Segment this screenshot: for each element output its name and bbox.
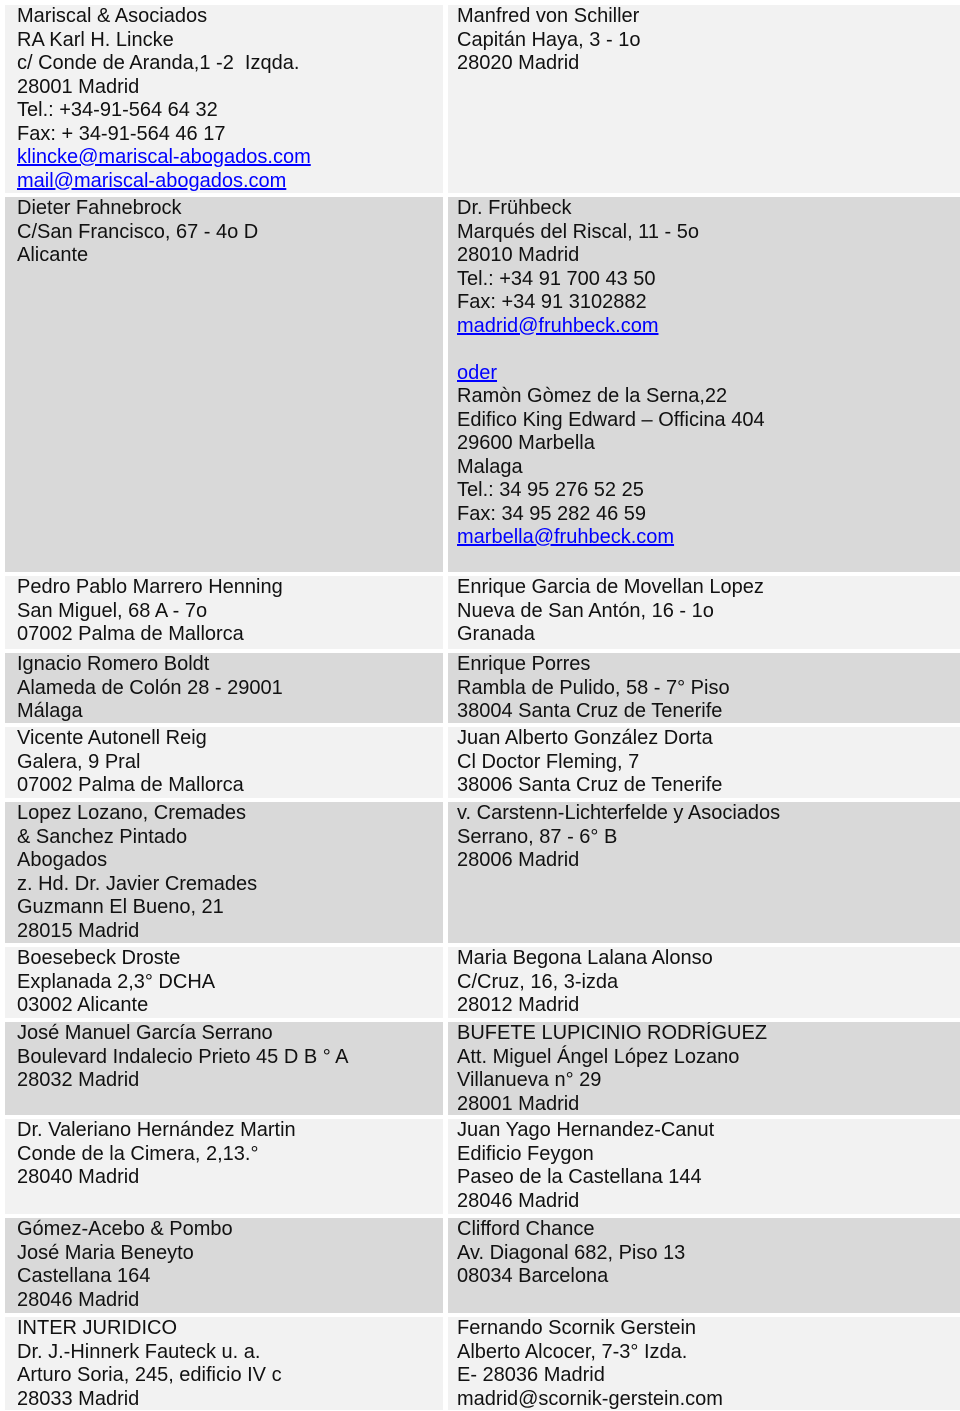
- street-line: Cl Doctor Fleming, 7: [457, 750, 640, 773]
- phone-line: Tel.: 34 95 276 52 25: [457, 479, 644, 501]
- city-line: 28001 Madrid: [457, 1092, 580, 1115]
- entry-fernando-scornik-gerstein: [448, 1317, 960, 1410]
- entry-name: Dieter Fahnebrock: [17, 197, 182, 219]
- fax-line: Fax: 34 95 282 46 59: [457, 502, 647, 525]
- entry-name: Dr. Valeriano Hernández Martin: [17, 1119, 296, 1141]
- city-line: Alicante: [17, 244, 89, 266]
- contact-person: z. Hd. Dr. Javier Cremades: [17, 872, 258, 895]
- email-link[interactable]: madrid@fruhbeck.com: [457, 314, 659, 337]
- entry-name: INTER JURIDICO: [17, 1317, 177, 1339]
- entry-juan-alberto-gonzalez-dorta: [448, 727, 960, 798]
- city-line: Málaga: [17, 700, 83, 722]
- street-line: c/ Conde de Aranda,1 -2 Izqda.: [17, 52, 300, 74]
- email-link[interactable]: marbella@fruhbeck.com: [457, 526, 675, 548]
- contact-person: Dr. J.-Hinnerk Fauteck u. a.: [17, 1340, 261, 1363]
- entry-name: Maria Begona Lalana Alonso: [457, 947, 713, 969]
- city-line: Granada: [457, 623, 535, 645]
- entry-maria-begona-lalana-alonso: [448, 947, 960, 1018]
- entry-name: Enrique Porres: [457, 653, 591, 675]
- city-line: 07002 Palma de Mallorca: [17, 623, 244, 645]
- phone-line: Tel.: +34 91 700 43 50: [457, 267, 656, 290]
- entry-dieter-fahnebrock: [5, 197, 443, 572]
- city-line: 28020 Madrid: [457, 52, 580, 74]
- entry-name: Boesebeck Droste: [17, 947, 181, 969]
- entry-name: Juan Alberto González Dorta: [457, 727, 713, 749]
- street-line: Castellana 164: [17, 1265, 151, 1287]
- street-line: C/San Francisco, 67 - 4o D: [17, 220, 259, 243]
- province-line: Malaga: [457, 455, 523, 478]
- entry-carstenn-lichterfelde: [448, 802, 960, 943]
- entry-clifford-chance: [448, 1218, 960, 1313]
- city-line: 28012 Madrid: [457, 994, 580, 1016]
- entry-name: Ignacio Romero Boldt: [17, 653, 210, 675]
- contact-person: José Maria Beneyto: [17, 1241, 194, 1264]
- fax-line: Fax: +34 91 3102882: [457, 291, 647, 313]
- city-line: E- 28036 Madrid: [457, 1364, 605, 1386]
- city-line: 28040 Madrid: [17, 1166, 140, 1188]
- entry-jose-manuel-garcia-serrano: [5, 1022, 443, 1115]
- entry-vicente-autonell-reig: [5, 727, 443, 798]
- entry-name: BUFETE LUPICINIO RODRÍGUEZ: [457, 1022, 768, 1044]
- street-line: Explanada 2,3° DCHA: [17, 970, 216, 993]
- entry-inter-juridico: [5, 1317, 443, 1410]
- entry-mariscal-asociados: [5, 5, 443, 193]
- entry-name: Mariscal & Asociados: [17, 5, 208, 27]
- city-line: 38006 Santa Cruz de Tenerife: [457, 774, 723, 796]
- entry-manfred-von-schiller: [448, 5, 960, 193]
- entry-name: Juan Yago Hernandez-Canut: [457, 1119, 715, 1141]
- city-line: 28046 Madrid: [457, 1189, 580, 1212]
- street-line: Galera, 9 Pral: [17, 750, 141, 773]
- entry-pedro-pablo-marrero-henning: [5, 576, 443, 649]
- entry-dr-valeriano-hernandez-martin: [5, 1119, 443, 1214]
- city-line: 03002 Alicante: [17, 994, 149, 1016]
- street-line: Conde de la Cimera, 2,13.°: [17, 1142, 259, 1165]
- entry-lopez-lozano-cremades: [5, 802, 443, 943]
- street-line: Ramòn Gòmez de la Serna,22: [457, 385, 728, 407]
- entry-enrique-porres: [448, 653, 960, 723]
- entry-name: Fernando Scornik Gerstein: [457, 1317, 697, 1339]
- phone-line: Tel.: +34-91-564 64 32: [17, 99, 218, 121]
- street-line: Marqués del Riscal, 11 - 5o: [457, 220, 699, 243]
- street-line: Av. Diagonal 682, Piso 13: [457, 1241, 686, 1264]
- entry-name: Vicente Autonell Reig: [17, 727, 207, 749]
- city-line: 28006 Madrid: [457, 849, 580, 871]
- city-line: 28015 Madrid: [17, 919, 140, 942]
- entry-gomez-acebo-pombo: [5, 1218, 443, 1313]
- entry-name: Clifford Chance: [457, 1218, 595, 1240]
- street-line: Paseo de la Castellana 144: [457, 1166, 702, 1188]
- entry-name: Enrique Garcia de Movellan Lopez: [457, 576, 764, 598]
- street-line: Rambla de Pulido, 58 - 7° Piso: [457, 676, 730, 699]
- building-line: Edifico King Edward – Officina 404: [457, 408, 765, 431]
- city-line: 38004 Santa Cruz de Tenerife: [457, 700, 723, 722]
- street-line: Alberto Alcocer, 7-3° Izda.: [457, 1340, 688, 1363]
- entry-dr-fruhbeck: [448, 197, 960, 572]
- entry-name: Manfred von Schiller: [457, 5, 640, 27]
- city-line: 28033 Madrid: [17, 1387, 140, 1410]
- entry-name: Lopez Lozano, Cremades: [17, 802, 247, 824]
- city-line: 29600 Marbella: [457, 432, 595, 454]
- city-line: 28001 Madrid: [17, 75, 140, 98]
- street-line: Serrano, 87 - 6° B: [457, 825, 618, 848]
- city-line: 28032 Madrid: [17, 1069, 140, 1091]
- street-line: Capitán Haya, 3 - 1o: [457, 28, 641, 51]
- fax-line: Fax: + 34-91-564 46 17: [17, 122, 226, 145]
- entry-juan-yago-hernandez-canut: [448, 1119, 960, 1214]
- street-line: Arturo Soria, 245, edificio IV c: [17, 1364, 282, 1386]
- city-line: 28010 Madrid: [457, 244, 580, 266]
- building-line: Edificio Feygon: [457, 1142, 594, 1165]
- street-line: C/Cruz, 16, 3-izda: [457, 970, 619, 993]
- email-link[interactable]: mail@mariscal-abogados.com: [17, 169, 287, 192]
- entry-enrique-garcia-de-movellan-lopez: [448, 576, 960, 649]
- email-text: madrid@scornik-gerstein.com: [457, 1387, 723, 1410]
- street-line: San Miguel, 68 A - 7o: [17, 599, 208, 622]
- entry-name: Pedro Pablo Marrero Henning: [17, 576, 283, 598]
- entry-ignacio-romero-boldt: [5, 653, 443, 723]
- street-line: Nueva de San Antón, 16 - 1o: [457, 599, 714, 622]
- street-line: Villanueva n° 29: [457, 1069, 602, 1091]
- blank-line: [457, 338, 960, 362]
- contact-person: Att. Miguel Ángel López Lozano: [457, 1045, 740, 1068]
- entry-name: Gómez-Acebo & Pombo: [17, 1218, 233, 1240]
- address-table: [5, 5, 960, 1410]
- entry-boesebeck-droste: [5, 947, 443, 1018]
- entry-name: José Manuel García Serrano: [17, 1022, 273, 1044]
- city-line: 28046 Madrid: [17, 1288, 140, 1311]
- entry-name: v. Carstenn-Lichterfelde y Asociados: [457, 802, 781, 824]
- street-line: Guzmann El Bueno, 21: [17, 896, 224, 918]
- entry-type: Abogados: [17, 849, 108, 871]
- street-line: Boulevard Indalecio Prieto 45 D B ° A: [17, 1045, 349, 1068]
- contact-person: RA Karl H. Lincke: [17, 28, 174, 51]
- entry-bufete-lupicinio-rodriguez: [448, 1022, 960, 1115]
- entry-name: Dr. Frühbeck: [457, 197, 572, 219]
- oder-link[interactable]: oder: [457, 361, 498, 384]
- city-line: 08034 Barcelona: [457, 1265, 609, 1287]
- entry-name-continued: & Sanchez Pintado: [17, 825, 188, 848]
- street-line: Alameda de Colón 28 - 29001: [17, 676, 283, 699]
- city-line: 07002 Palma de Mallorca: [17, 774, 244, 796]
- email-link[interactable]: klincke@mariscal-abogados.com: [17, 146, 311, 168]
